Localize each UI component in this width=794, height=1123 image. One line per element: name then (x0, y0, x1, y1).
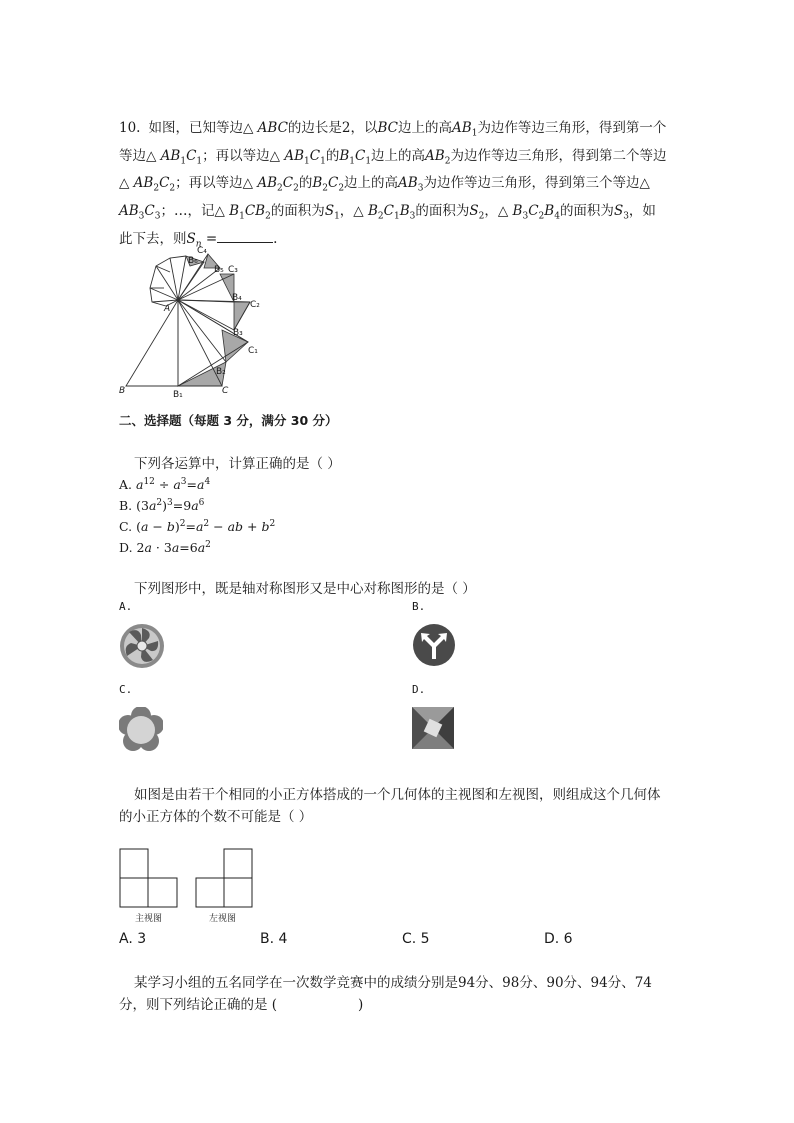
option-c-label: C. (119, 683, 133, 696)
question-13-option-a[interactable]: A. 3 (119, 931, 147, 947)
label-C: C (222, 386, 229, 396)
label-B4: B₄ (232, 293, 242, 303)
question-13-option-c[interactable]: C. 5 (402, 931, 430, 947)
label-B2: B₂ (216, 367, 226, 377)
question-10 (119, 117, 667, 255)
question-12-stem: 下列图形中，既是轴对称图形又是中心对称图形的是（ ） (134, 581, 476, 597)
label-C3: C₃ (228, 265, 238, 275)
question-11-option-d[interactable]: D. $2a \cdot 3a=6a^2$ (119, 540, 211, 556)
question-11-option-a[interactable]: A. $a^{12} \div a^3=a^4$ (119, 477, 211, 493)
label-C2: C₂ (250, 300, 260, 310)
split-arrow-icon[interactable] (412, 623, 456, 667)
question-13-option-d[interactable]: D. 6 (544, 931, 573, 947)
question-number: 10. (119, 120, 141, 136)
question-10-text: 如图，已知等边△ ABC的边长是2，以BC边上的高$AB_1$为边作等边三角形，得到第一个等边△ $AB_1C_1$；再以等边△ $AB_1C_1$的$B_1C_1$边上的高$AB_2$为边作等边三角形，得到第二个等边△ $AB_2C_2$；再以等边△ $AB_2C_2$的$B_2C_2$边上的高$AB_3$为边作等边三角形，得到第三个等边△ $AB_3C_3$；…，记△ $B_1CB_2$的面积为$S_1$，△ $B_2C_1B_3$的面积为$S_2$，△ $B_3C_2B_4$的面积为$S_3$，如此下去，则$S_n$ = . (119, 120, 667, 250)
option-b-label: B. (412, 600, 426, 613)
question-13-option-b[interactable]: B. 4 (260, 931, 288, 947)
label-B6: B₆ (188, 256, 198, 266)
option-d-label: D. (412, 683, 426, 696)
label-A: A (164, 304, 171, 314)
question-14-stem: 某学习小组的五名同学在一次数学竞赛中的成绩分别是94分、98分、90分、94分、74分，则下列结论正确的是 ( ) (119, 975, 652, 1013)
section-title: 二、选择题（每题 3 分，满分 30 分） (119, 413, 338, 428)
label-C1: C₁ (248, 346, 258, 356)
spiral-triangle-figure (116, 244, 266, 399)
label-B: B (119, 386, 126, 396)
flower-icon[interactable] (119, 707, 163, 751)
label-B5: B₅ (214, 265, 224, 275)
front-view-figure (119, 848, 179, 908)
option-a-label: A. (119, 600, 133, 613)
square-pinwheel-icon[interactable] (412, 707, 454, 749)
question-13-stem: 如图是由若干个相同的小正方体搭成的一个几何体的主视图和左视图，则组成这个几何体的小正方体的个数不可能是（ ） (119, 787, 661, 825)
label-B3: B₃ (233, 328, 243, 338)
question-11-option-c[interactable]: C. $(a - b)^2=a^2$ − ab + $b^2$ (119, 519, 276, 535)
question-11-option-b[interactable]: B. $(3a^2)^3=9a^6$ (119, 498, 205, 514)
label-B1: B₁ (173, 390, 183, 400)
left-view-figure (195, 848, 255, 908)
label-C4: C₄ (197, 246, 207, 256)
front-view-caption: 主视图 (135, 914, 163, 924)
pinwheel-icon[interactable] (119, 623, 165, 669)
left-view-caption: 左视图 (209, 914, 237, 924)
question-11-stem: 下列各运算中，计算正确的是（ ） (134, 456, 341, 472)
